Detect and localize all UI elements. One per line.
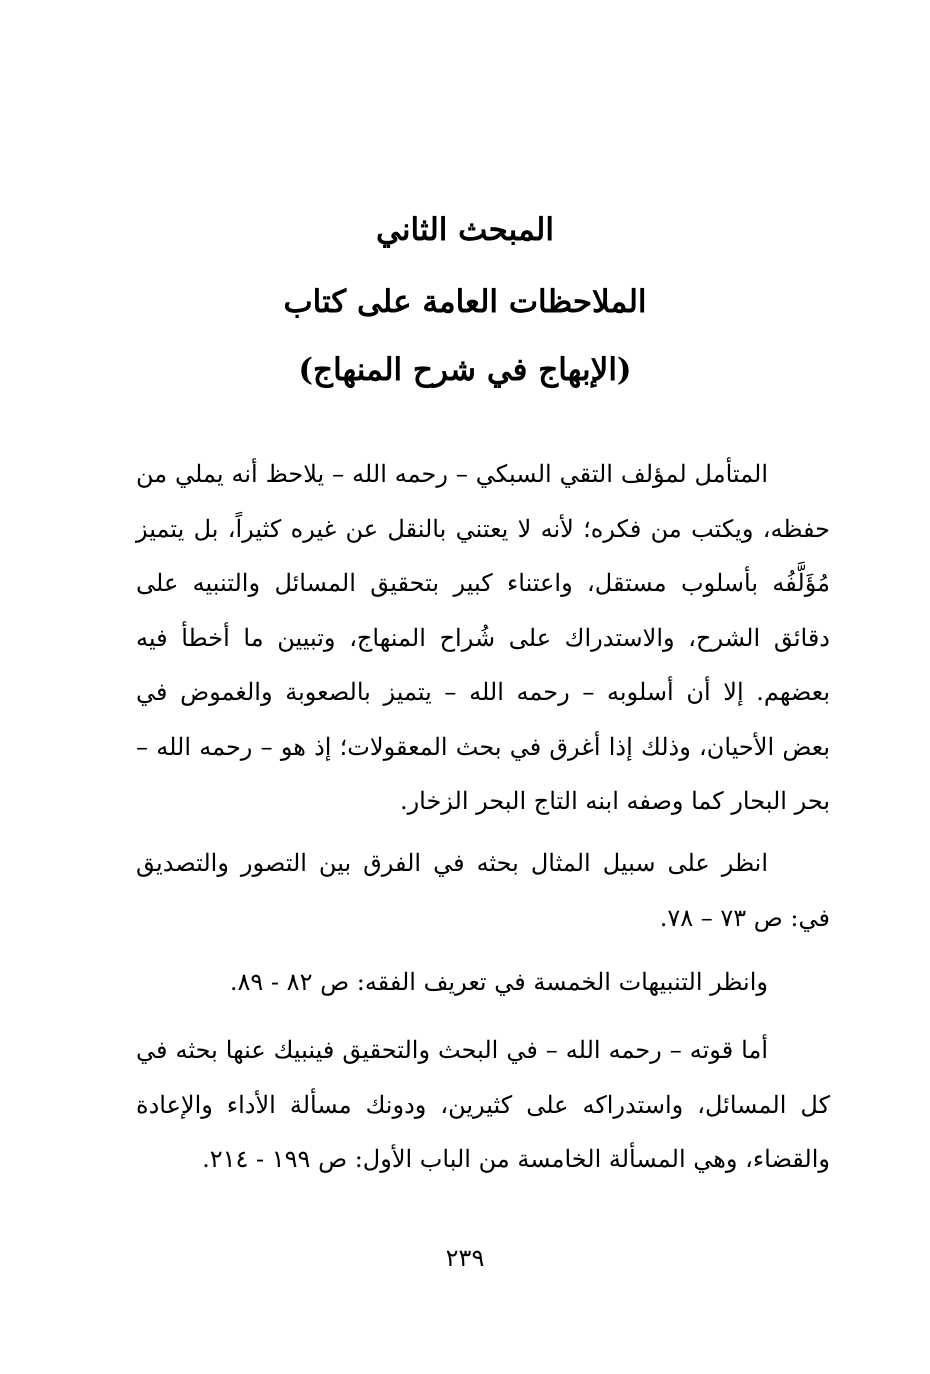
paragraph-1: المتأمل لمؤلف التقي السبكي – رحمه الله – يلاحظ أنه يملي من حفظه، ويكتب من فكره؛ لأنه لا يعتني بالنقل عن غيره كثيراً، بل يتميز مُؤَلَّفُه بأسلوب مستقل، واعتناء كبير بتحقيق المسائل والتنبيه على دقائق الشرح، والاستدراك على شُراح المنهاج، وتبيين ما أخطأ فيه بعضهم. إلا أن أسلوبه – رحمه الله – يتميز بالصعوبة والغموض في بعض الأحيان، وذلك إذا أغرق في بحث المعقولات؛ إذ هو – رحمه الله – بحر البحار كما وصفه ابنه التاج البحر الزخار. bbox=[136, 460, 830, 815]
subtitle-line-1: الملاحظات العامة على كتاب bbox=[283, 284, 647, 320]
subtitle-line-2: (الإبهاج في شرح المنهاج) bbox=[298, 352, 632, 388]
page-number: ٢٣٩ bbox=[445, 1244, 485, 1272]
paragraph-3: وانظر التنبيهات الخمسة في تعريف الفقه: ص ٨٢ - ٨٩. bbox=[229, 968, 768, 996]
paragraph-4: أما قوته – رحمه الله – في البحث والتحقيق فينبيك عنها بحثه في كل المسائل، واستدراكه على كثيرين، ودونك مسألة الأداء والإعادة والقضاء، وهي المسألة الخامسة من الباب الأول: ص ١٩٩ - ٢١٤. bbox=[136, 1036, 830, 1173]
section-title: المبحث الثاني bbox=[376, 212, 554, 248]
paragraph-2: انظر على سبيل المثال بحثه في الفرق بين التصور والتصديق في: ص ٧٣ – ٧٨. bbox=[136, 849, 830, 932]
